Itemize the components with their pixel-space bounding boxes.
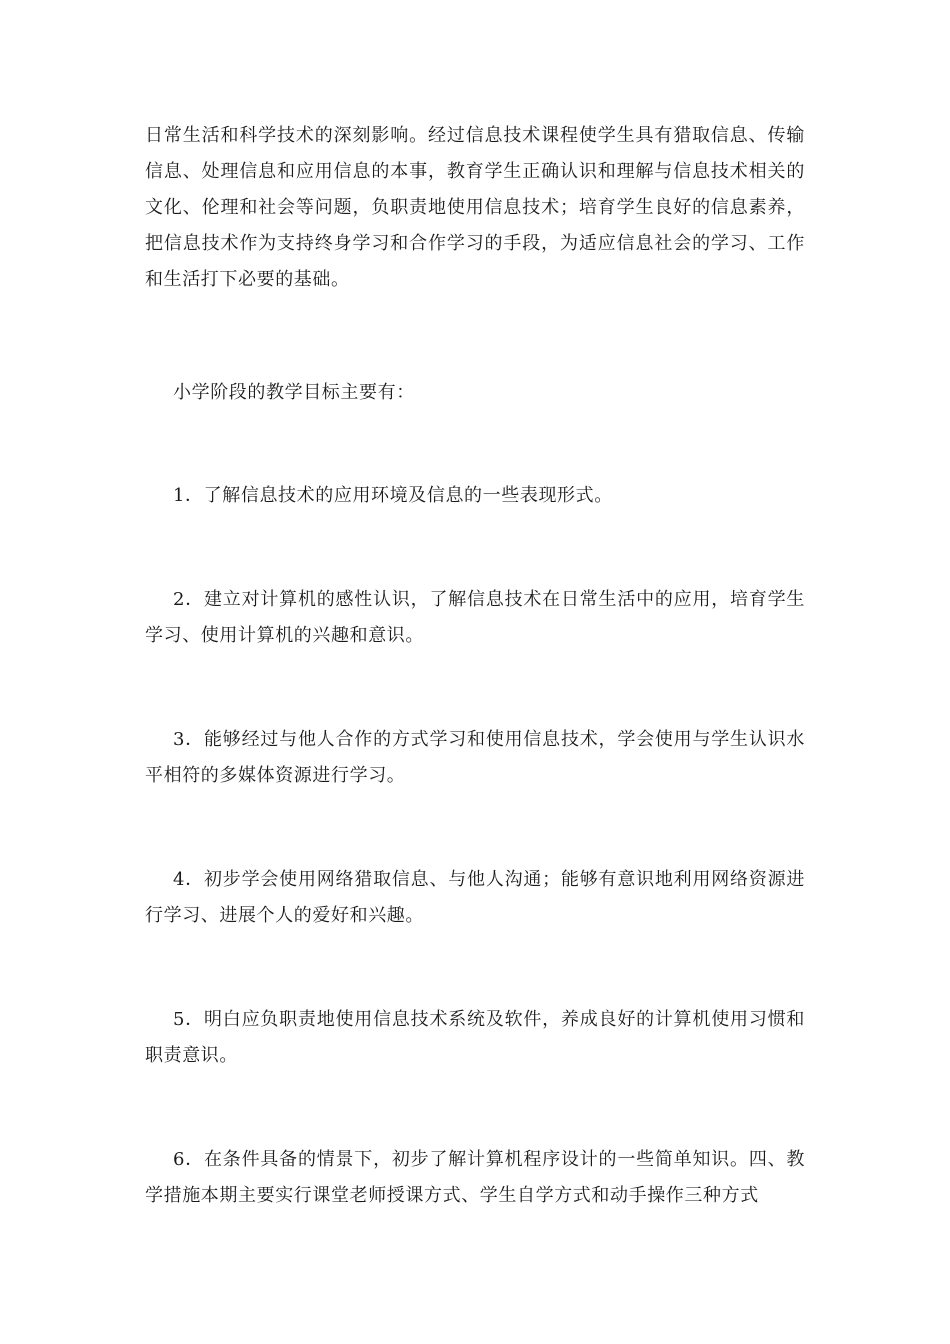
paragraph-goal-5: 5．明白应负职责地使用信息技术系统及软件，养成良好的计算机使用习惯和职责意识。: [145, 1009, 805, 1066]
paragraph-goal-1: 1．了解信息技术的应用环境及信息的一些表现形式。: [173, 485, 613, 506]
paragraph-goal-2: 2．建立对计算机的感性认识，了解信息技术在日常生活中的应用，培育学生学习、使用计算机的兴趣和意识。: [145, 589, 805, 646]
paragraph-continuation: 日常生活和科学技术的深刻影响。经过信息技术课程使学生具有猎取信息、传输信息、处理信息和应用信息的本事，教育学生正确认识和理解与信息技术相关的文化、伦理和社会等问题，负职责地使用信息技术；培育学生良好的信息素养，把信息技术作为支持终身学习和合作学习的手段，为适应信息社会的学习、工作和生活打下必要的基础。: [145, 125, 805, 290]
paragraph-goal-4: 4．初步学会使用网络猎取信息、与他人沟通；能够有意识地利用网络资源进行学习、进展个人的爱好和兴趣。: [145, 869, 805, 926]
paragraph-goal-6: 6．在条件具备的情景下，初步了解计算机程序设计的一些简单知识。四、教学措施本期主要实行课堂老师授课方式、学生自学方式和动手操作三种方式: [145, 1149, 805, 1206]
paragraph-goals-intro: 小学阶段的教学目标主要有：: [173, 382, 415, 403]
paragraph-goal-3: 3．能够经过与他人合作的方式学习和使用信息技术，学会使用与学生认识水平相符的多媒体资源进行学习。: [145, 729, 805, 786]
